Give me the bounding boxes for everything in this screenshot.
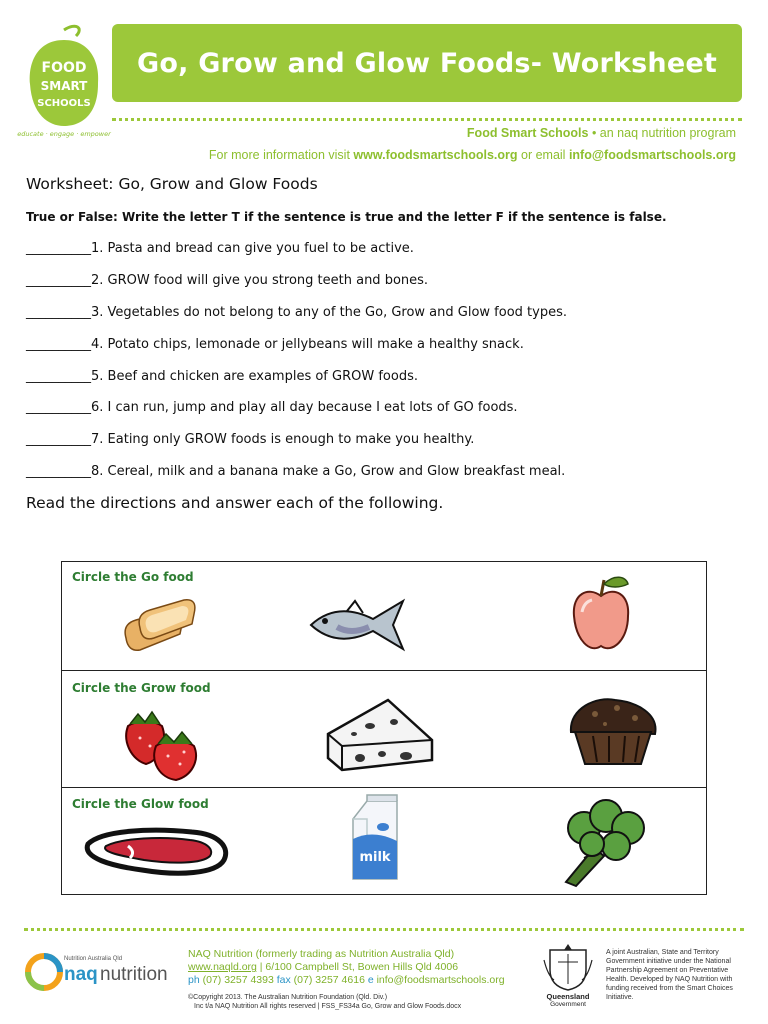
row-label-grow: Circle the Grow food <box>72 681 211 695</box>
broccoli-icon[interactable] <box>554 798 650 888</box>
question-4: __________4. Potato chips, lemonade or jellybeans will make a healthy snack. <box>26 337 524 352</box>
program-suffix: • an naq nutrition program <box>588 126 736 140</box>
steak-icon[interactable] <box>82 824 232 880</box>
food-smart-schools-logo <box>17 22 111 140</box>
footer-ph-label: ph <box>188 974 200 986</box>
footer-address-line <box>188 961 458 974</box>
bread-icon[interactable] <box>120 594 200 658</box>
milk-label: milk <box>359 850 391 865</box>
info-website-link[interactable]: www.foodsmartschools.org <box>353 148 518 162</box>
joint-initiative-note: A joint Australian, State and Territory Government initiative under the National Partnership Agreement on Preventative Health. Developed by NAQ Nutrition with funding received from the Smart Choices Initiative. <box>606 949 733 1001</box>
footer-site-link[interactable]: www.naqld.org <box>188 961 257 973</box>
footer-org-line: NAQ Nutrition (formerly trading as Nutrition Australia Qld) <box>188 948 455 960</box>
question-2: __________2. GROW food will give you strong teeth and bones. <box>26 273 429 288</box>
footer-fax-label: fax <box>276 974 291 986</box>
qld-gov-label: Government <box>550 1001 586 1008</box>
program-brand: Food Smart Schools <box>466 126 589 140</box>
naq-brand-nutrition: nutrition <box>100 964 168 985</box>
question-5: __________5. Beef and chicken are examples of GROW foods. <box>26 369 418 384</box>
program-line <box>467 126 736 140</box>
cheese-icon[interactable] <box>324 696 436 776</box>
question-1: __________1. Pasta and bread can give you fuel to be active. <box>26 241 414 256</box>
logo-line-3: SCHOOLS <box>37 98 91 109</box>
bottom-dotted-divider <box>24 928 744 931</box>
worksheet-title: Worksheet: Go, Grow and Glow Foods <box>26 175 318 193</box>
muffin-icon[interactable] <box>565 696 661 768</box>
fish-icon[interactable] <box>307 597 407 653</box>
queensland-crest-icon <box>540 940 596 1006</box>
directions-heading: Read the directions and answer each of the following. <box>26 494 444 512</box>
info-middle: or email <box>517 148 569 162</box>
logo-line-1: FOOD <box>41 60 87 76</box>
row-label-go: Circle the Go food <box>72 570 194 584</box>
footer-copyright: ©Copyright 2013. The Australian Nutrition Foundation (Qld. Div.) <box>188 994 388 1001</box>
naq-nutrition-logo <box>24 944 174 1000</box>
footer-address: | 6/100 Campbell St, Bowen Hills Qld 4006 <box>256 961 459 973</box>
qld-label: Queensland <box>546 992 590 1001</box>
milk-carton-icon[interactable] <box>347 795 403 885</box>
table-row-divider <box>62 787 706 788</box>
footer-fax: (07) 3257 4616 <box>290 974 368 986</box>
footer-contact-line <box>188 974 505 987</box>
question-8: __________8. Cereal, milk and a banana make a Go, Grow and Glow breakfast meal. <box>26 464 566 479</box>
page-title-banner: Go, Grow and Glow Foods- Worksheet <box>112 24 742 102</box>
question-6: __________6. I can run, jump and play all day because I eat lots of GO foods. <box>26 400 518 415</box>
strawberry-icon[interactable] <box>118 706 208 780</box>
top-dotted-divider <box>112 118 742 121</box>
footer-email-link[interactable]: info@foodsmartschools.org <box>373 974 505 986</box>
true-false-instructions: True or False: Write the letter T if the sentence is true and the letter F if the sentence is false. <box>26 210 667 224</box>
row-label-glow: Circle the Glow food <box>72 797 209 811</box>
info-prefix: For more information visit <box>208 148 354 162</box>
naq-small-label: Nutrition Australia Qld <box>64 956 123 962</box>
footer-rights: Inc t/a NAQ Nutrition All rights reserved | FSS_FS34a Go, Grow and Glow Foods.docx <box>194 1003 462 1010</box>
table-row-divider <box>62 670 706 671</box>
naq-brand: naq <box>64 964 98 985</box>
apple-icon[interactable] <box>568 574 634 656</box>
logo-tagline: educate · engage · empower <box>17 130 111 138</box>
circle-food-table <box>61 561 707 895</box>
question-3: __________3. Vegetables do not belong to any of the Go, Grow and Glow food types. <box>26 305 567 320</box>
footer-e-label: e <box>367 974 374 986</box>
footer-ph: (07) 3257 4393 <box>199 974 277 986</box>
logo-line-2: SMART <box>40 79 88 93</box>
info-email-link[interactable]: info@foodsmartschools.org <box>568 148 736 162</box>
info-line <box>209 148 736 162</box>
question-7: __________7. Eating only GROW foods is enough to make you healthy. <box>26 432 475 447</box>
